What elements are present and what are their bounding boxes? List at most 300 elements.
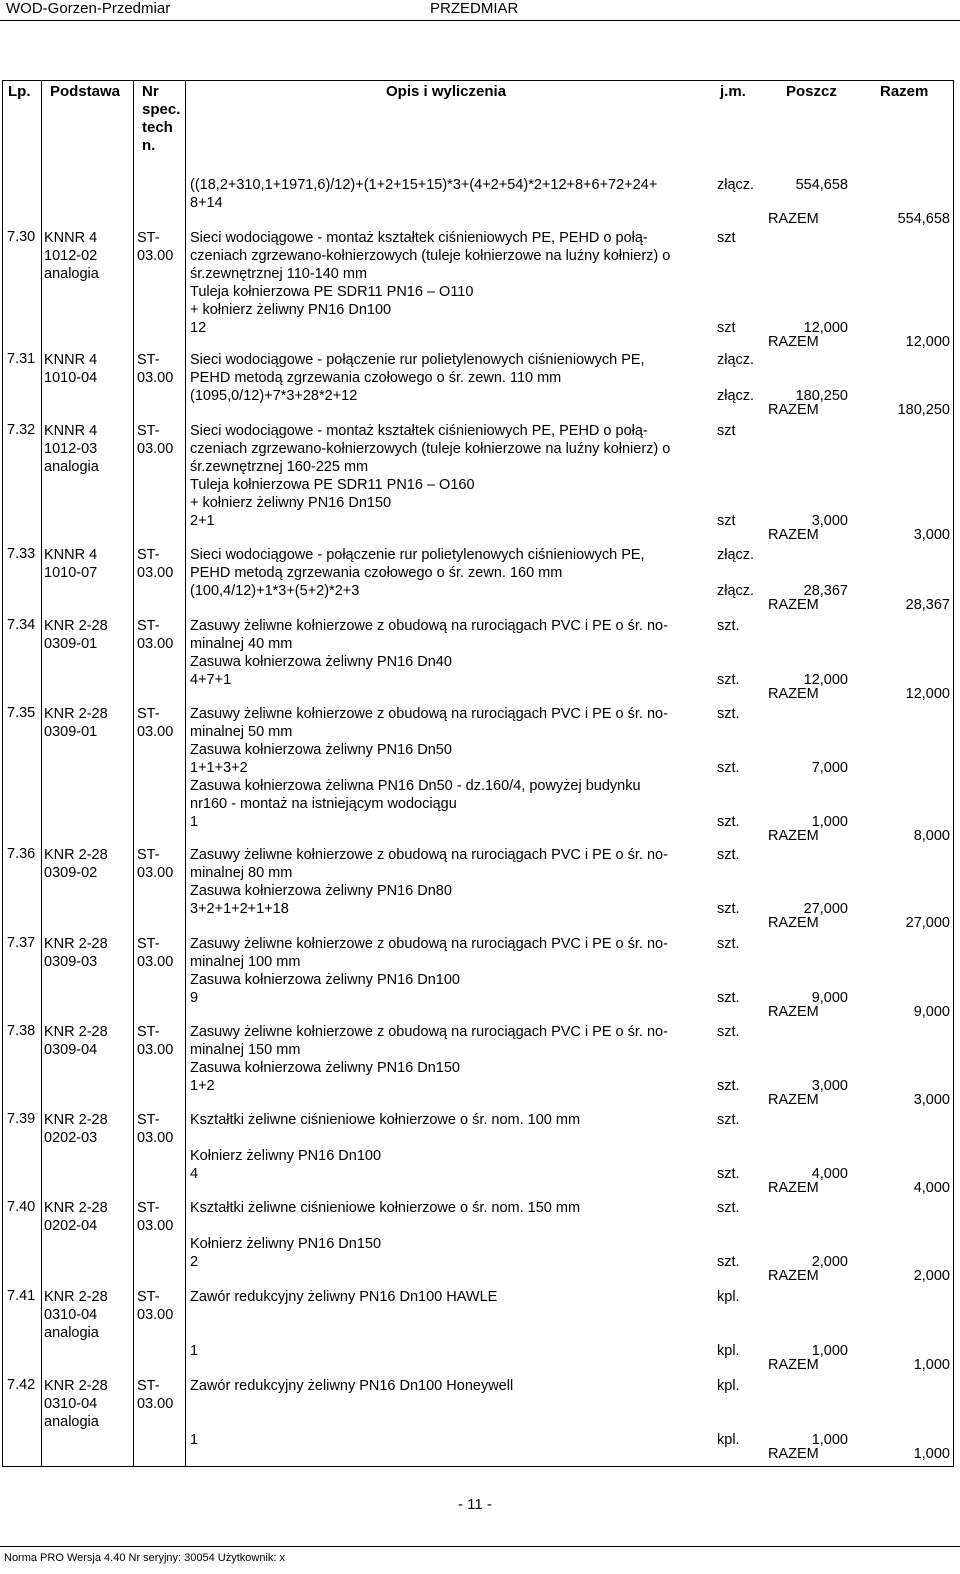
spec-line: 03.00 (137, 441, 174, 457)
basis-line: KNR 2-28 (44, 1024, 108, 1040)
description-text: 4+7+1 (190, 672, 232, 688)
partial-value: 4,000 (811, 1166, 848, 1182)
item-description (190, 617, 848, 689)
carryover-unit: złącz. (717, 177, 755, 193)
description-text: Sieci wodociągowe - montaż kształtek ciśnieniowych PE, PEHD o połą- (190, 230, 648, 246)
total-label: RAZEM (768, 1268, 819, 1284)
description-line (190, 723, 710, 741)
description-line (190, 795, 710, 813)
item-description (190, 422, 848, 530)
description-line (190, 653, 710, 671)
basis-line: 0309-04 (44, 1042, 98, 1058)
partial-value: 12,000 (803, 672, 848, 688)
basis-line: 0310-04 (44, 1396, 98, 1412)
basis-line: 1010-04 (44, 370, 98, 386)
description-text: minalnej 40 mm (190, 636, 293, 652)
item-number: 7.40 (7, 1199, 36, 1215)
item-spec (137, 351, 187, 387)
description-line (190, 351, 755, 369)
description-line (190, 265, 710, 283)
basis-line: 0309-02 (44, 865, 98, 881)
description-text: Zasuwa kołnierzowa żeliwny PN16 Dn50 (190, 742, 452, 758)
basis-line: 1012-02 (44, 248, 98, 264)
item-spec (137, 422, 187, 458)
partial-value: 1,000 (811, 1432, 848, 1448)
total-value: 12,000 (905, 686, 950, 702)
item-description (190, 546, 848, 600)
basis-line: 0309-03 (44, 954, 98, 970)
description-text: minalnej 150 mm (190, 1042, 301, 1058)
spec-line: ST- (137, 1378, 160, 1394)
description-line (190, 971, 710, 989)
carryover-line: ((18,2+310,1+1971,6)/12)+(1+2+15+15)*3+(4+2+54)*2+12+8+6+72+24+ złącz. 554,658 (190, 177, 848, 193)
item-total (580, 527, 954, 545)
description-text: minalnej 100 mm (190, 954, 301, 970)
basis-line: analogia (44, 1325, 99, 1341)
spec-line: ST- (137, 230, 160, 246)
basis-line: 0202-03 (44, 1130, 98, 1146)
basis-line: KNR 2-28 (44, 1112, 108, 1128)
item-number: 7.42 (7, 1377, 36, 1393)
description-text: Kształtki żeliwne ciśnieniowe kołnierzowe o śr. nom. 100 mm (190, 1112, 581, 1128)
page-number: - 11 - (458, 1496, 492, 1513)
total-label: RAZEM (768, 597, 819, 613)
item-description (190, 1023, 848, 1095)
description-line (190, 1235, 710, 1253)
item-spec (137, 546, 187, 582)
description-text: Sieci wodociągowe - montaż kształtek ciśnieniowych PE, PEHD o połą- (190, 423, 648, 439)
partial-value: 3,000 (811, 513, 848, 529)
spec-line: 03.00 (137, 1307, 174, 1323)
item-number: 7.41 (7, 1288, 36, 1304)
unit-label: kpl. (717, 1378, 740, 1394)
total-label: RAZEM (768, 1092, 819, 1108)
basis-line: 1012-03 (44, 441, 98, 457)
partial-value: 1,000 (811, 814, 848, 830)
description-text: Tuleja kołnierzowa PE SDR11 PN16 – O110 (190, 284, 474, 300)
item-basis (44, 935, 130, 971)
description-line (190, 369, 710, 387)
item-basis (44, 422, 130, 476)
column-header-lp: Lp. (8, 83, 31, 100)
description-line (190, 953, 710, 971)
spec-line: ST- (137, 547, 160, 563)
description-text: PEHD metodą zgrzewania czołowego o śr. zewn. 110 mm (190, 370, 562, 386)
total-label: RAZEM (768, 828, 819, 844)
description-line (190, 564, 710, 582)
item-spec (137, 229, 187, 265)
total-value: 3,000 (913, 1092, 950, 1108)
spec-line: 03.00 (137, 865, 174, 881)
description-line (190, 1324, 710, 1342)
description-text: 2+1 (190, 513, 215, 529)
item-basis (44, 546, 130, 582)
description-text: minalnej 50 mm (190, 724, 293, 740)
unit-label: złącz. (717, 547, 755, 563)
unit-label: kpl. (717, 1343, 740, 1359)
total-label: RAZEM (768, 1446, 819, 1462)
item-description (190, 1199, 848, 1271)
spec-line: ST- (137, 1289, 160, 1305)
description-text: Zasuwa kołnierzowa żeliwny PN16 Dn40 (190, 654, 452, 670)
total-label: RAZEM (768, 1004, 819, 1020)
partial-value: 7,000 (811, 760, 848, 776)
description-text: Sieci wodociągowe - połączenie rur polietylenowych ciśnieniowych PE, (190, 352, 645, 368)
spec-line: 03.00 (137, 565, 174, 581)
description-line (190, 283, 710, 301)
item-total (580, 915, 954, 933)
item-basis (44, 1288, 130, 1342)
total-label: RAZEM (768, 527, 819, 543)
partial-value: 28,367 (803, 583, 848, 599)
description-line (190, 759, 848, 777)
unit-label: szt. (717, 706, 740, 722)
item-description (190, 705, 848, 831)
item-spec (137, 1199, 187, 1235)
description-text: + kołnierz żeliwny PN16 Dn100 (190, 302, 392, 318)
description-line (190, 1288, 740, 1306)
item-number: 7.31 (7, 351, 36, 367)
item-total (580, 1092, 954, 1110)
partial-value: 2,000 (811, 1254, 848, 1270)
description-line (190, 229, 736, 247)
description-text: czeniach zgrzewano-kołnierzowych (tuleje kołnierzowe na luźny kołnierz) o (190, 248, 671, 264)
partial-value: 12,000 (803, 320, 848, 336)
description-line (190, 617, 740, 635)
spec-line: 03.00 (137, 954, 174, 970)
description-text: Zasuwa kołnierzowa żeliwna PN16 Dn50 - dz.160/4, powyżej budynku (190, 778, 641, 794)
description-text: Zasuwa kołnierzowa żeliwny PN16 Dn80 (190, 883, 452, 899)
unit-label: szt. (717, 1112, 740, 1128)
item-spec (137, 705, 187, 741)
description-line (190, 635, 710, 653)
spec-line: ST- (137, 423, 160, 439)
column-header-jm: j.m. (720, 83, 746, 100)
total-value: 28,367 (905, 597, 950, 613)
total-value: 9,000 (913, 1004, 950, 1020)
column-header-poszcz: Poszcz (786, 83, 837, 100)
description-text: 9 (190, 990, 199, 1006)
unit-label: szt. (717, 847, 740, 863)
description-text: Zasuwy żeliwne kołnierzowe z obudową na rurociągach PVC i PE o śr. no- (190, 706, 668, 722)
basis-line: analogia (44, 459, 99, 475)
partial-value: 9,000 (811, 990, 848, 1006)
column-divider (185, 80, 186, 1467)
description-line (190, 1377, 740, 1395)
description-line (190, 846, 740, 864)
description-line (190, 1041, 710, 1059)
item-number: 7.33 (7, 546, 36, 562)
description-text: śr.zewnętrznej 110-140 mm (190, 266, 368, 282)
item-spec (137, 617, 187, 653)
description-line (190, 247, 710, 265)
description-line (190, 1147, 710, 1165)
spec-line: 03.00 (137, 1130, 174, 1146)
item-total (580, 402, 954, 420)
partial-value: 27,000 (803, 901, 848, 917)
spec-line: ST- (137, 706, 160, 722)
unit-label: szt (717, 230, 736, 246)
description-text: 1+2 (190, 1078, 215, 1094)
unit-label: szt. (717, 672, 740, 688)
unit-label: szt. (717, 901, 740, 917)
item-basis (44, 1111, 130, 1147)
description-text: 1 (190, 814, 199, 830)
description-text: (1095,0/12)+7*3+28*2+12 (190, 388, 358, 404)
total-label: RAZEM (768, 334, 819, 350)
description-line (190, 1395, 710, 1413)
header-divider (0, 20, 960, 21)
basis-line: 0309-01 (44, 636, 98, 652)
description-text: PEHD metodą zgrzewania czołowego o śr. zewn. 160 mm (190, 565, 563, 581)
total-value: 8,000 (913, 828, 950, 844)
description-text: Kołnierz żeliwny PN16 Dn150 (190, 1236, 382, 1252)
description-line (190, 440, 710, 458)
column-header-razem: Razem (880, 83, 929, 100)
description-line (190, 864, 710, 882)
description-line (190, 705, 740, 723)
description-text: (100,4/12)+1*3+(5+2)*2+3 (190, 583, 360, 599)
description-text: Tuleja kołnierzowa PE SDR11 PN16 – O160 (190, 477, 475, 493)
basis-line: KNR 2-28 (44, 618, 108, 634)
description-line (190, 546, 755, 564)
total-value: 12,000 (905, 334, 950, 350)
basis-line: KNR 2-28 (44, 936, 108, 952)
total-value: 4,000 (913, 1180, 950, 1196)
column-header-podstawa: Podstawa (50, 83, 121, 100)
unit-label: kpl. (717, 1289, 740, 1305)
item-number: 7.38 (7, 1023, 36, 1039)
item-number: 7.37 (7, 935, 36, 951)
total-label: RAZEM (768, 1357, 819, 1373)
description-line (190, 301, 710, 319)
basis-line: KNR 2-28 (44, 1200, 108, 1216)
item-spec (137, 1023, 187, 1059)
basis-line: KNR 2-28 (44, 706, 108, 722)
item-basis (44, 617, 130, 653)
basis-line: KNNR 4 (44, 547, 98, 563)
description-text: Zasuwy żeliwne kołnierzowe z obudową na rurociągach PVC i PE o śr. no- (190, 847, 668, 863)
basis-line: KNNR 4 (44, 352, 98, 368)
basis-line: analogia (44, 266, 99, 282)
app-name: WOD-Gorzen-Przedmiar (6, 0, 171, 17)
description-text: Kołnierz żeliwny PN16 Dn100 (190, 1148, 382, 1164)
item-total (580, 1180, 954, 1198)
spec-line: 03.00 (137, 724, 174, 740)
spec-line: ST- (137, 618, 160, 634)
description-line (190, 1306, 710, 1324)
item-total (580, 1357, 954, 1375)
description-text: 1 (190, 1343, 199, 1359)
unit-label: złącz. (717, 388, 755, 404)
spec-line: 03.00 (137, 1218, 174, 1234)
item-total (580, 1268, 954, 1286)
description-text: 1+1+3+2 (190, 760, 248, 776)
description-text: + kołnierz żeliwny PN16 Dn150 (190, 495, 392, 511)
spec-line: ST- (137, 847, 160, 863)
item-total (580, 597, 954, 615)
item-basis (44, 705, 130, 741)
carryover-value: 554,658 (795, 177, 848, 193)
description-line (190, 1023, 740, 1041)
footer-divider (0, 1546, 960, 1547)
description-line (190, 1129, 710, 1147)
spec-line: ST- (137, 1024, 160, 1040)
item-description (190, 351, 848, 405)
column-header-opis: Opis i wyliczenia (386, 83, 507, 100)
unit-label: szt. (717, 1200, 740, 1216)
item-spec (137, 1377, 187, 1413)
spec-line: ST- (137, 1200, 160, 1216)
unit-label: szt. (717, 1166, 740, 1182)
item-number: 7.30 (7, 229, 36, 245)
description-text: 4 (190, 1166, 199, 1182)
spec-line: 03.00 (137, 1042, 174, 1058)
description-line (190, 935, 740, 953)
unit-label: szt. (717, 1254, 740, 1270)
spec-line: 03.00 (137, 370, 174, 386)
description-line (190, 1217, 710, 1235)
item-description (190, 846, 848, 918)
description-text: minalnej 80 mm (190, 865, 293, 881)
description-text: Zawór redukcyjny żeliwny PN16 Dn100 Honeywell (190, 1378, 514, 1394)
item-total (580, 334, 954, 352)
footer-text: Norma PRO Wersja 4.40 Nr seryjny: 30054 Użytkownik: x (4, 1552, 285, 1564)
item-total (580, 828, 954, 846)
basis-line: KNR 2-28 (44, 1289, 108, 1305)
basis-line: KNNR 4 (44, 423, 98, 439)
item-total (580, 1446, 954, 1464)
item-basis (44, 1377, 130, 1431)
item-number: 7.32 (7, 422, 36, 438)
spec-line: 03.00 (137, 248, 174, 264)
description-line (190, 1199, 740, 1217)
description-line (190, 1111, 740, 1129)
spec-line: 03.00 (137, 636, 174, 652)
unit-label: szt. (717, 618, 740, 634)
unit-label: szt. (717, 990, 740, 1006)
item-description (190, 1111, 848, 1183)
description-line (190, 741, 710, 759)
unit-label: szt (717, 320, 736, 336)
description-text: czeniach zgrzewano-kołnierzowych (tuleje kołnierzowe na luźny kołnierz) o (190, 441, 671, 457)
item-spec (137, 846, 187, 882)
total-label: RAZEM (768, 686, 819, 702)
unit-label: szt. (717, 814, 740, 830)
description-line (190, 494, 710, 512)
description-text: Sieci wodociągowe - połączenie rur polietylenowych ciśnieniowych PE, (190, 547, 645, 563)
basis-line: KNR 2-28 (44, 847, 108, 863)
column-divider (133, 80, 134, 1467)
item-basis (44, 1199, 130, 1235)
item-description (190, 229, 848, 337)
item-basis (44, 229, 130, 283)
basis-line: 0202-04 (44, 1218, 98, 1234)
unit-label: złącz. (717, 583, 755, 599)
description-line (190, 476, 710, 494)
item-description (190, 935, 848, 1007)
partial-value: 3,000 (811, 1078, 848, 1094)
item-description (190, 1288, 848, 1360)
description-line (190, 882, 710, 900)
description-text: 1 (190, 1432, 199, 1448)
item-description (190, 1377, 848, 1449)
unit-label: szt. (717, 936, 740, 952)
basis-line: 0310-04 (44, 1307, 98, 1323)
item-number: 7.36 (7, 846, 36, 862)
description-text: Zasuwa kołnierzowa żeliwny PN16 Dn150 (190, 1060, 460, 1076)
unit-label: szt (717, 513, 736, 529)
item-basis (44, 1023, 130, 1059)
total-value: 27,000 (905, 915, 950, 931)
item-number: 7.34 (7, 617, 36, 633)
total-label: RAZEM (768, 402, 819, 418)
description-text: Zasuwy żeliwne kołnierzowe z obudową na rurociągach PVC i PE o śr. no- (190, 1024, 668, 1040)
unit-label: złącz. (717, 352, 755, 368)
basis-line: 0309-01 (44, 724, 98, 740)
column-header-nr: Nr spec. tech n. (142, 83, 181, 154)
total-value: 2,000 (913, 1268, 950, 1284)
description-text: śr.zewnętrznej 160-225 mm (190, 459, 369, 475)
spec-line: 03.00 (137, 1396, 174, 1412)
item-number: 7.39 (7, 1111, 36, 1127)
basis-line: KNR 2-28 (44, 1378, 108, 1394)
total-label: RAZEM (768, 1180, 819, 1196)
description-text: Zasuwy żeliwne kołnierzowe z obudową na rurociągach PVC i PE o śr. no- (190, 936, 668, 952)
item-basis (44, 846, 130, 882)
description-text: Zawór redukcyjny żeliwny PN16 Dn100 HAWLE (190, 1289, 498, 1305)
description-line (190, 777, 710, 795)
description-line (190, 1413, 710, 1431)
spec-line: ST- (137, 1112, 160, 1128)
column-divider (41, 80, 42, 1467)
total-value: 1,000 (913, 1357, 950, 1373)
item-basis (44, 351, 130, 387)
unit-label: szt (717, 423, 736, 439)
unit-label: szt. (717, 1024, 740, 1040)
unit-label: kpl. (717, 1432, 740, 1448)
basis-line: 1010-07 (44, 565, 98, 581)
partial-value: 180,250 (795, 388, 848, 404)
description-line (190, 422, 736, 440)
document-title: PRZEDMIAR (430, 0, 519, 17)
description-text: Zasuwy żeliwne kołnierzowe z obudową na rurociągach PVC i PE o śr. no- (190, 618, 668, 634)
unit-label: szt. (717, 760, 740, 776)
total-value: 180,250 (897, 402, 950, 418)
item-total (580, 686, 954, 704)
description-line (190, 1059, 710, 1077)
description-text: Kształtki żeliwne ciśnieniowe kołnierzowe o śr. nom. 150 mm (190, 1200, 581, 1216)
description-text: 12 (190, 320, 207, 336)
description-text: 2 (190, 1254, 199, 1270)
description-text: nr160 - montaż na istniejącym wodociągu (190, 796, 457, 812)
total-value: 1,000 (913, 1446, 950, 1462)
description-line (190, 458, 710, 476)
total-value: 3,000 (913, 527, 950, 543)
unit-label: szt. (717, 1078, 740, 1094)
item-total (580, 1004, 954, 1022)
description-text: Zasuwa kołnierzowa żeliwny PN16 Dn100 (190, 972, 460, 988)
total-label: RAZEM (768, 915, 819, 931)
item-number: 7.35 (7, 705, 36, 721)
description-text: 3+2+1+2+1+18 (190, 901, 289, 917)
item-spec (137, 935, 187, 971)
item-spec (137, 1288, 187, 1324)
item-spec (137, 1111, 187, 1147)
carryover-line: 8+14 (190, 195, 223, 211)
carryover-razem: RAZEM 554,658 (768, 211, 950, 227)
spec-line: ST- (137, 936, 160, 952)
